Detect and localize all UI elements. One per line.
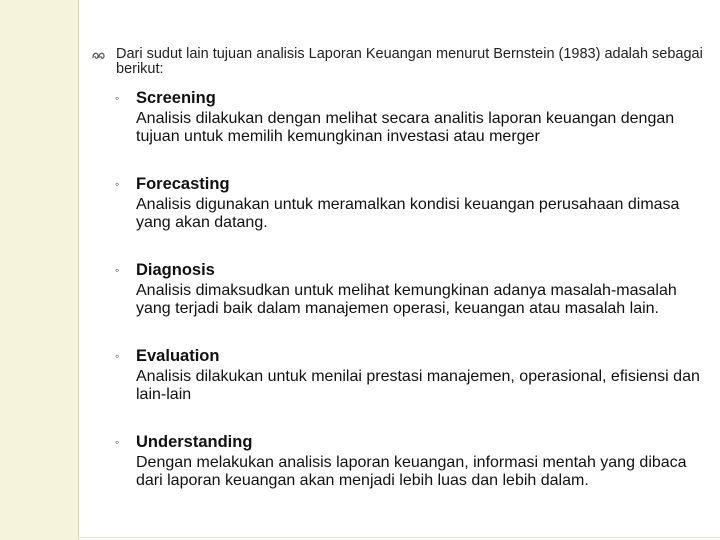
item-description: Analisis digunakan untuk meramalkan kondisi keuangan perusahaan dimasa yang akan datang.: [136, 196, 680, 231]
item-description: Analisis dilakukan untuk menilai prestasi manajemen, operasional, efisiensi dan lain-lain: [136, 368, 700, 403]
item-description: Analisis dilakukan dengan melihat secara analitis laporan keuangan dengan tujuan untuk memilih kemungkinan investasi atau merger: [136, 110, 675, 145]
left-strip-divider: [78, 0, 79, 540]
ring-bullet-icon: ◦: [115, 263, 120, 277]
item-title: Screening: [136, 89, 216, 107]
ring-bullet-icon: ◦: [115, 435, 120, 449]
list-item: [92, 261, 712, 317]
ring-bullet-icon: ◦: [115, 177, 120, 191]
curl-bullet-icon: [92, 51, 106, 61]
item-description: Analisis dimaksudkan untuk melihat kemungkinan adanya masalah-masalah yang terjadi baik dalam manajemen operasi, keuangan atau masalah lain.: [136, 282, 677, 317]
ring-bullet-icon: ◦: [115, 349, 120, 363]
bottom-rule: [78, 537, 720, 538]
slide-content: [92, 47, 712, 489]
left-decorative-strip: [0, 0, 78, 540]
item-title: Understanding: [136, 433, 253, 451]
list-item: [92, 175, 712, 231]
intro-paragraph: [92, 47, 712, 77]
item-title: Evaluation: [136, 347, 220, 365]
ring-bullet-icon: ◦: [115, 91, 120, 105]
list-item: [92, 347, 712, 403]
item-title: Forecasting: [136, 175, 230, 193]
intro-text: Dari sudut lain tujuan analisis Laporan Keuangan menurut Bernstein (1983) adalah sebagai berikut:: [116, 46, 703, 77]
item-description: Dengan melakukan analisis laporan keuangan, informasi mentah yang dibaca dari laporan keuangan akan menjadi lebih luas dan lebih dalam.: [136, 454, 687, 489]
purpose-list: [92, 89, 712, 489]
list-item: [92, 89, 712, 145]
list-item: [92, 433, 712, 489]
item-title: Diagnosis: [136, 261, 215, 279]
